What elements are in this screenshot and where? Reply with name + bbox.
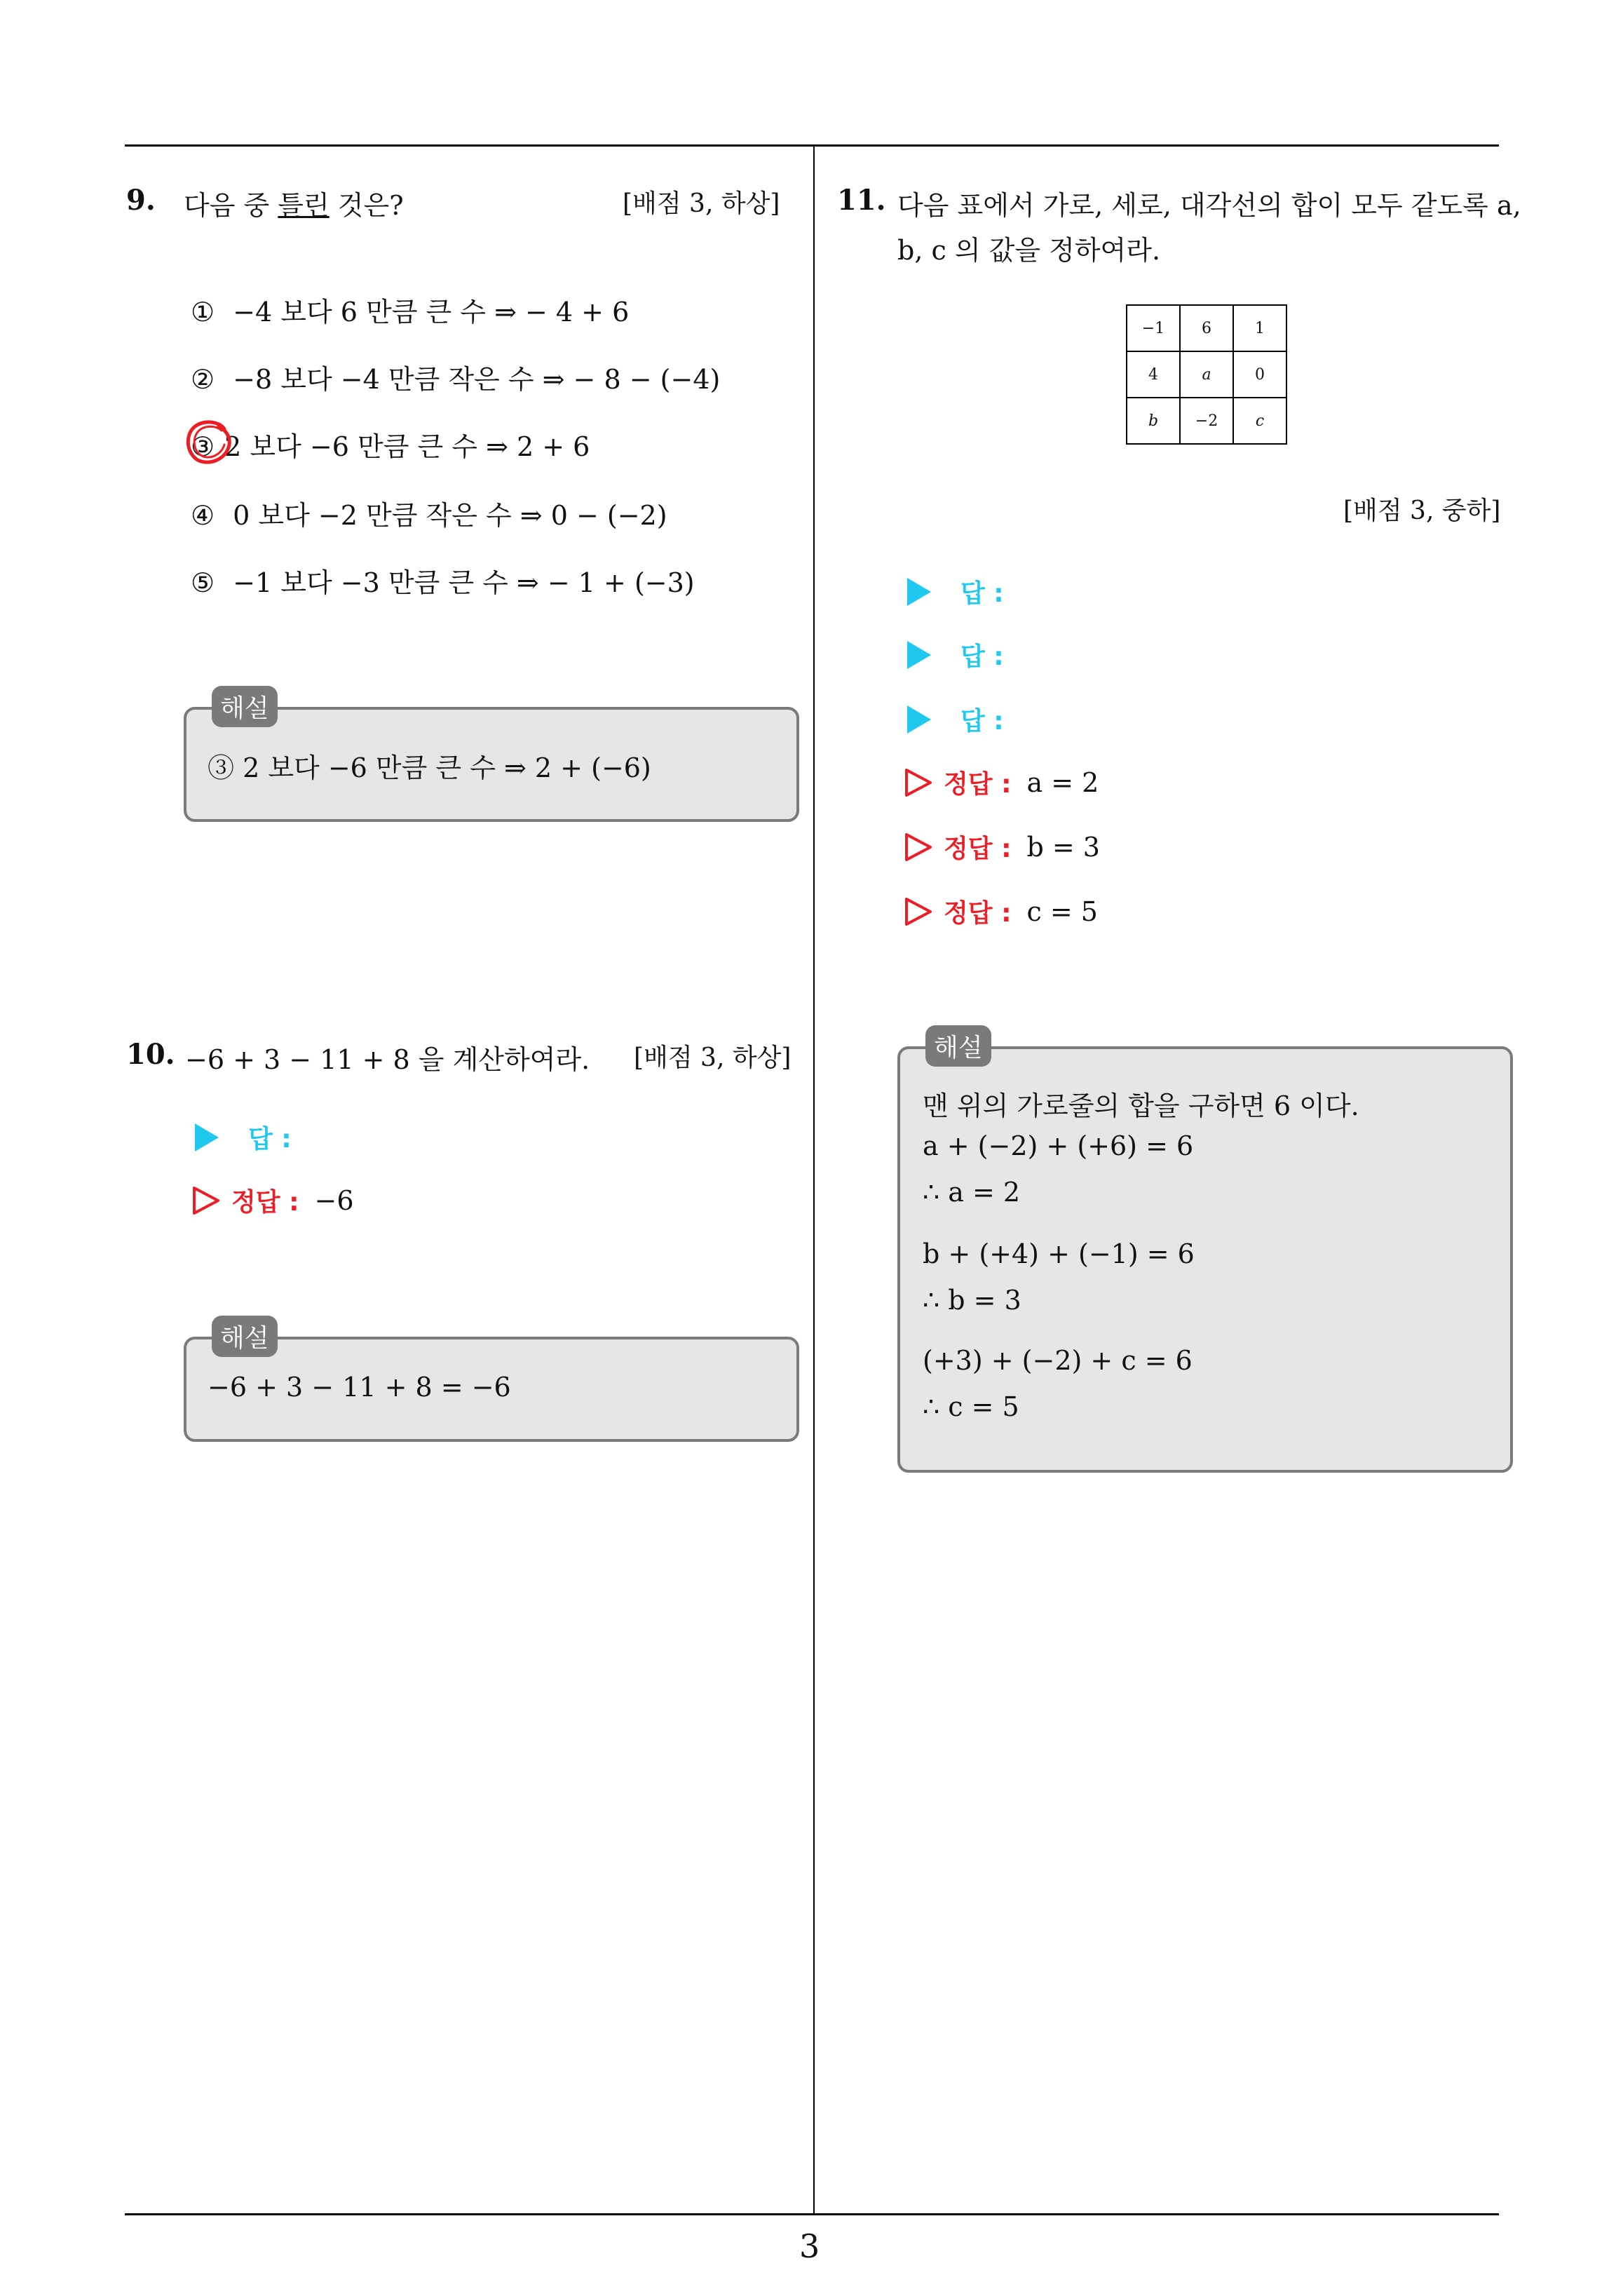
option-marker: ① xyxy=(191,297,215,327)
q10-explanation-tag: 해설 xyxy=(212,1316,278,1357)
q9-question xyxy=(184,184,404,222)
q9-explanation-tag: 해설 xyxy=(212,686,278,727)
q11-answer-row-c[interactable] xyxy=(907,701,1004,737)
option-text: 2 보다 −6 만큼 큰 수 ⇒ 2 + 6 xyxy=(224,431,590,462)
q9-option-5[interactable] xyxy=(191,561,695,600)
q11-explanation-line-6: (+3) + (−2) + c = 6 xyxy=(923,1345,1193,1376)
cell-r1c1: −1 xyxy=(1127,305,1180,351)
q11-explanation-line-2: a + (−2) + (+6) = 6 xyxy=(923,1130,1194,1161)
q10-answer-row[interactable] xyxy=(195,1119,292,1155)
cell-r2c2: a xyxy=(1180,351,1233,398)
q9-option-4[interactable] xyxy=(191,494,667,532)
option-marker: ⑤ xyxy=(191,567,215,598)
q11-question-line1: 다음 표에서 가로, 세로, 대각선의 합이 모두 같도록 a, xyxy=(897,190,1521,221)
q10-question: −6 + 3 − 11 + 8 을 계산하여라. xyxy=(185,1044,590,1075)
q9-option-3[interactable] xyxy=(191,425,590,464)
cell-r2c3: 0 xyxy=(1233,351,1286,398)
q9-question-post: 것은? xyxy=(329,190,404,221)
outline-triangle-icon xyxy=(903,832,934,863)
cell-r1c2: 6 xyxy=(1180,305,1233,351)
outline-triangle-icon xyxy=(903,767,934,798)
q11-answer-row-a[interactable] xyxy=(907,574,1004,609)
q10-score: [배점 3, 하상] xyxy=(634,1044,792,1072)
correct-label: 정답 : xyxy=(231,1188,299,1217)
answer-label: 답 : xyxy=(960,642,1004,671)
q11-correct-row-a xyxy=(903,764,1099,800)
answer-label: 답 : xyxy=(960,579,1004,608)
q11-explanation-line-3: ∴ a = 2 xyxy=(923,1177,1021,1208)
play-triangle-icon xyxy=(907,578,931,606)
q11-explanation-line-5: ∴ b = 3 xyxy=(923,1285,1021,1316)
option-marker: ② xyxy=(191,364,215,395)
correct-value: −6 xyxy=(314,1184,354,1216)
cell-r3c1: b xyxy=(1127,398,1180,444)
option-text: −4 보다 6 만큼 큰 수 ⇒ − 4 + 6 xyxy=(233,297,630,327)
q9-number: 9. xyxy=(126,184,156,217)
cell-r2c1: 4 xyxy=(1127,351,1180,398)
correct-label: 정답 : xyxy=(944,899,1012,928)
page-number: 3 xyxy=(799,2227,820,2265)
correct-label: 정답 : xyxy=(944,835,1012,863)
q11-score: [배점 3, 중하] xyxy=(1343,497,1501,525)
answer-circle-mark-icon xyxy=(181,414,237,470)
q9-score: [배점 3, 하상] xyxy=(623,189,780,218)
option-text: −8 보다 −4 만큼 작은 수 ⇒ − 8 − (−4) xyxy=(233,364,721,395)
top-rule xyxy=(125,144,1499,147)
q9-option-1[interactable] xyxy=(191,290,629,329)
q11-explanation-line-7: ∴ c = 5 xyxy=(923,1391,1019,1422)
cell-r3c2: −2 xyxy=(1180,398,1233,444)
q9-explanation-text: ③ 2 보다 −6 만큼 큰 수 ⇒ 2 + (−6) xyxy=(208,752,651,783)
option-text: 0 보다 −2 만큼 작은 수 ⇒ 0 − (−2) xyxy=(233,500,667,531)
correct-value: a = 2 xyxy=(1026,767,1099,798)
q11-explanation-tag: 해설 xyxy=(925,1025,991,1067)
q9-option-2[interactable] xyxy=(191,358,720,396)
q11-correct-row-c xyxy=(903,893,1098,929)
correct-value: c = 5 xyxy=(1026,896,1098,927)
cell-r1c3: 1 xyxy=(1233,305,1286,351)
q11-correct-row-b xyxy=(903,829,1100,865)
play-triangle-icon xyxy=(907,641,931,669)
correct-value: b = 3 xyxy=(1026,831,1100,863)
option-marker: ④ xyxy=(191,500,215,531)
outline-triangle-icon xyxy=(191,1185,222,1216)
q9-question-underlined: 틀린 xyxy=(278,190,330,221)
q10-correct-row xyxy=(191,1182,354,1218)
q10-explanation-text: −6 + 3 − 11 + 8 = −6 xyxy=(208,1372,511,1403)
column-divider xyxy=(813,144,815,2213)
bottom-rule xyxy=(125,2213,1499,2215)
q10-number: 10. xyxy=(126,1038,175,1071)
correct-label: 정답 : xyxy=(944,770,1012,799)
play-triangle-icon xyxy=(907,705,931,734)
answer-label: 답 : xyxy=(248,1125,292,1154)
cell-r3c3: c xyxy=(1233,398,1286,444)
q11-question-line2: b, c 의 값을 정하여라. xyxy=(897,235,1161,266)
outline-triangle-icon xyxy=(903,896,934,927)
play-triangle-icon xyxy=(195,1123,219,1152)
q9-question-pre: 다음 중 xyxy=(184,190,278,221)
q11-answer-row-b[interactable] xyxy=(907,637,1004,673)
q11-explanation-line-1: 맨 위의 가로줄의 합을 구하면 6 이다. xyxy=(923,1090,1359,1121)
q11-magic-square xyxy=(1126,304,1287,445)
option-marker: ③ xyxy=(191,431,215,462)
q11-explanation-line-4: b + (+4) + (−1) = 6 xyxy=(923,1238,1195,1269)
answer-label: 답 : xyxy=(960,707,1004,736)
option-text: −1 보다 −3 만큼 큰 수 ⇒ − 1 + (−3) xyxy=(233,567,695,598)
q11-number: 11. xyxy=(837,184,886,217)
